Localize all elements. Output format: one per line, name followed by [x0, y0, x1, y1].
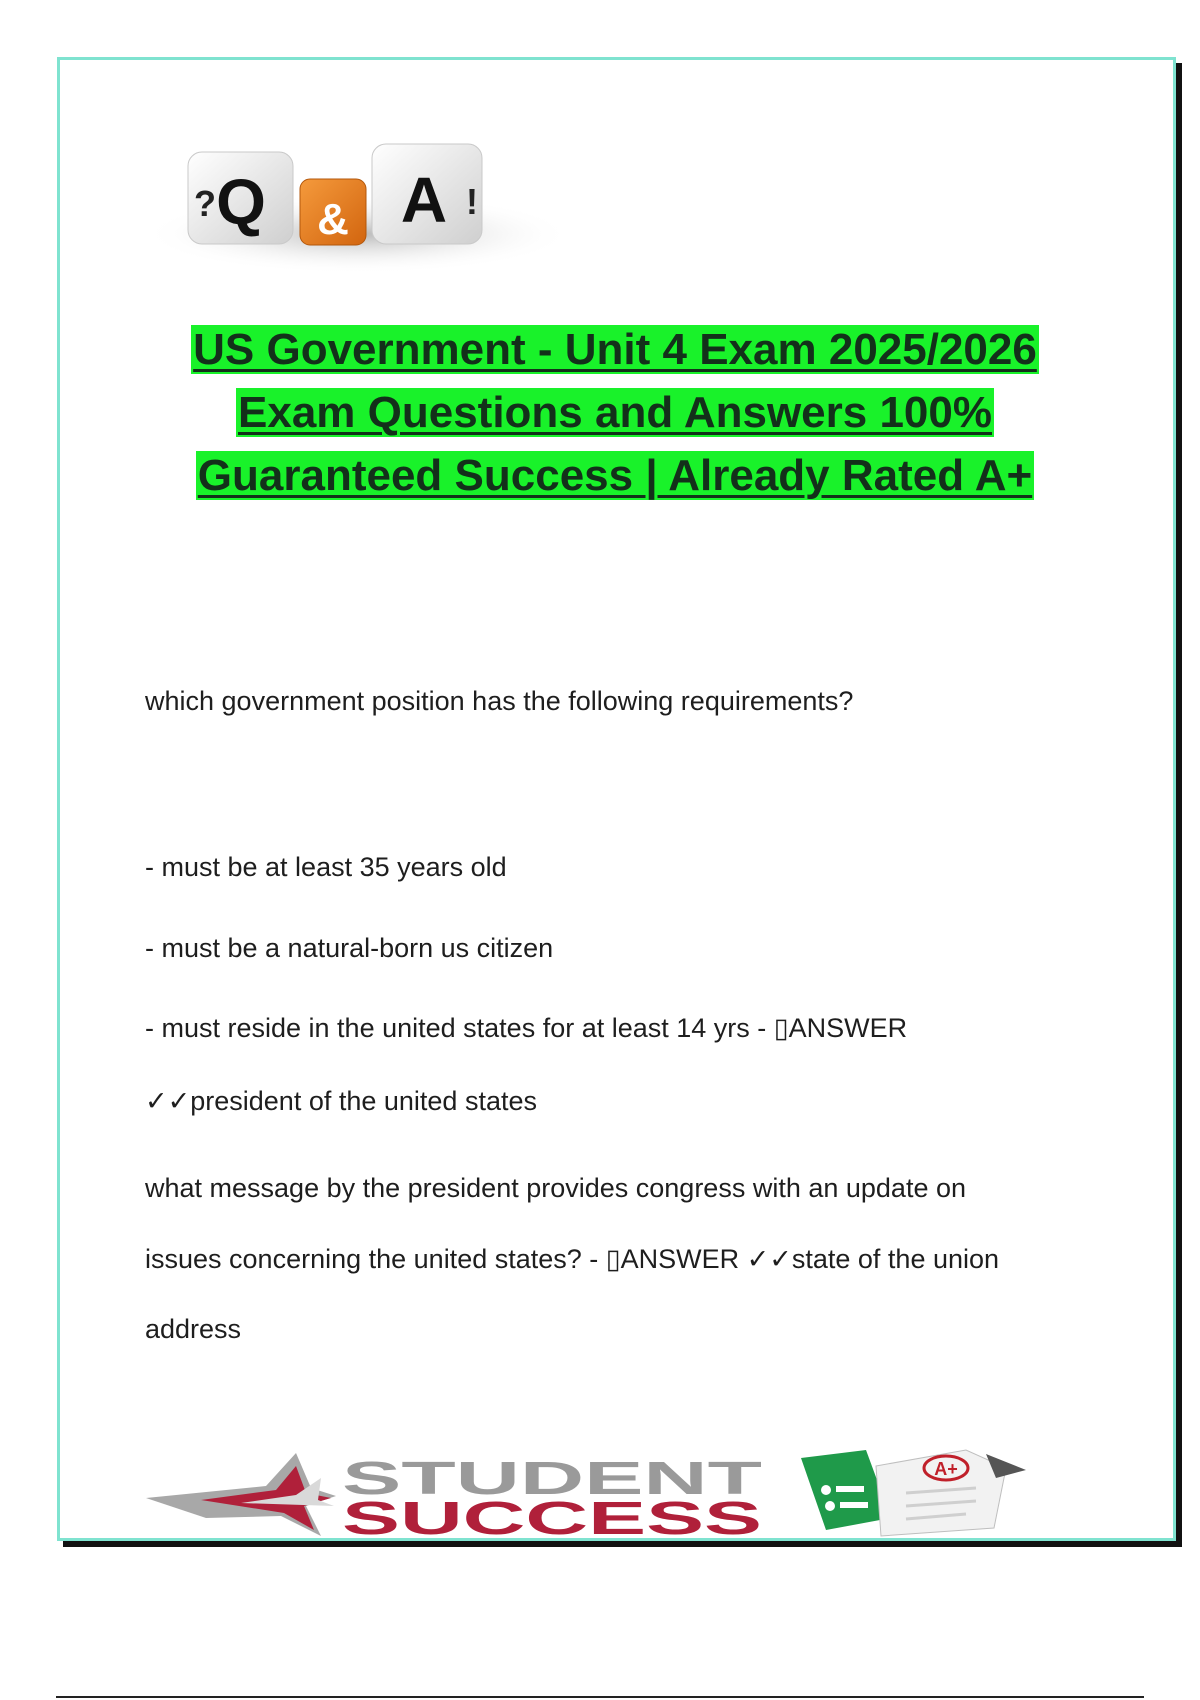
question-2-line-2: issues concerning the united states? - ▯ANSWER ✓✓state of the union — [145, 1244, 1000, 1274]
a-plus-badge: A+ — [934, 1459, 958, 1479]
footer-word-student: STUDENT — [342, 1452, 762, 1504]
svg-text:?: ? — [194, 183, 216, 224]
question-1-answer: ✓✓president of the united states — [145, 1086, 537, 1116]
qa-dice-logo — [148, 84, 568, 284]
student-success-logo — [146, 1448, 1086, 1538]
svg-text:!: ! — [466, 181, 478, 222]
title-line-1: US Government - Unit 4 Exam 2025/2026 — [193, 325, 1037, 374]
footer-word-success: SUCCESS — [342, 1492, 762, 1538]
title-line-3: Guaranteed Success | Already Rated A+ — [197, 451, 1033, 500]
question-2-line-1: what message by the president provides congress with an update on — [145, 1173, 966, 1203]
dice-ampersand: & — [317, 195, 349, 244]
document-title — [120, 318, 1110, 507]
bottom-divider — [56, 1696, 1144, 1698]
question-1-requirement-3: - must reside in the united states for at least 14 yrs - ▯ANSWER — [145, 1013, 908, 1043]
dice-q-letter: Q — [216, 166, 266, 238]
dice-a-letter: A — [400, 164, 448, 236]
question-1-requirement-1: - must be at least 35 years old — [145, 852, 507, 882]
question-1: which government position has the following requirements? — [145, 686, 854, 716]
question-1-requirement-2: - must be a natural-born us citizen — [145, 933, 554, 963]
question-2-line-3: address — [145, 1314, 242, 1344]
title-line-2: Exam Questions and Answers 100% — [238, 388, 992, 437]
